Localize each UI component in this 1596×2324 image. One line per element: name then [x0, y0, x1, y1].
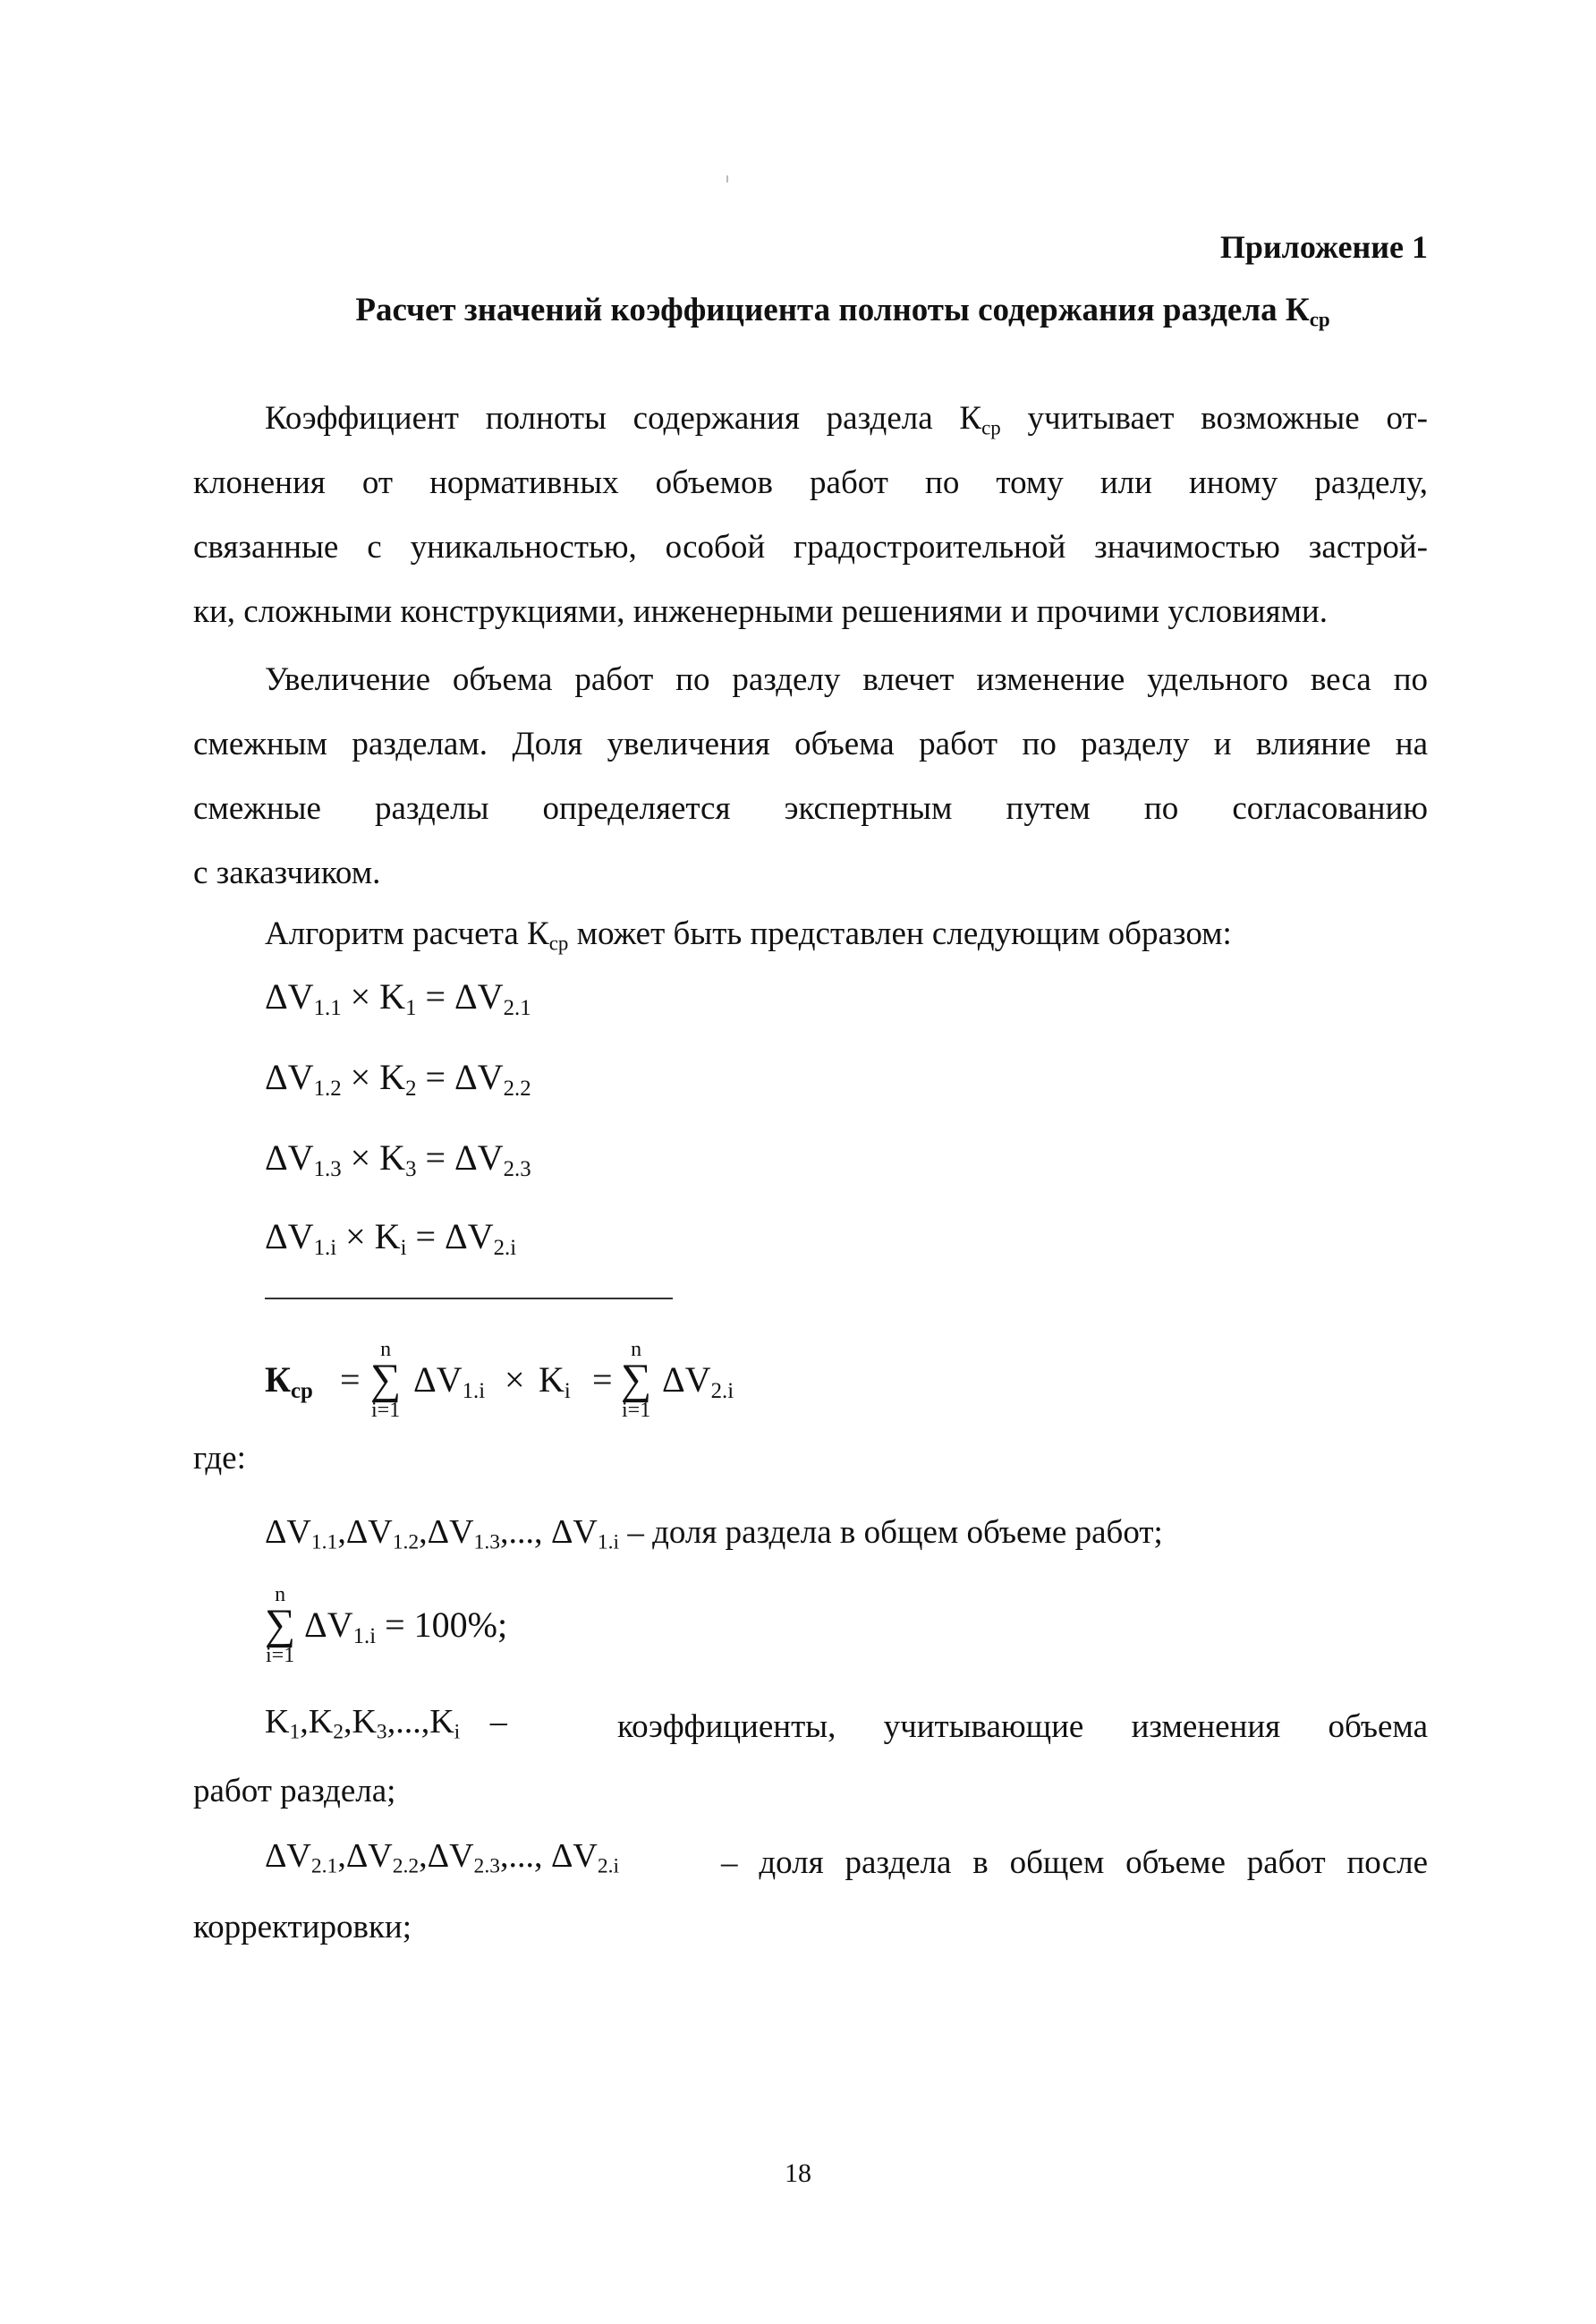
subscript: 1.1 — [313, 995, 342, 1020]
definition-3: $K_1,K_2,K_3,...,K_i$ – — [265, 1703, 507, 1744]
definition-text: корректировки; — [193, 1909, 412, 1945]
delta-v: ΔV — [454, 976, 504, 1017]
paragraph-2 — [193, 648, 1428, 906]
delta-v: ΔV — [454, 1137, 504, 1178]
multiply-sign: × — [350, 1057, 371, 1097]
definition-text: – доля раздела в общем объеме работ после — [721, 1844, 1428, 1881]
sigma-icon: ∑ — [621, 1356, 652, 1403]
subscript: 2.i — [597, 1854, 620, 1878]
multiply-sign: × — [350, 1137, 371, 1178]
paragraph-1 — [193, 387, 1428, 644]
definition-4-text — [721, 1831, 1428, 1895]
subscript: 1 — [405, 995, 417, 1020]
page-title — [0, 291, 1596, 329]
appendix-label: Приложение 1 — [1219, 229, 1428, 265]
coefficient: K — [374, 1216, 401, 1256]
page-number: 18 — [785, 2158, 811, 2188]
subscript: 2.i — [493, 1235, 517, 1260]
subscript: 2.i — [710, 1378, 734, 1403]
subscript: 1.3 — [473, 1530, 500, 1554]
subscript: 1 — [289, 1720, 301, 1744]
sum-lower-limit: i=1 — [266, 1644, 295, 1667]
subscript: ср — [548, 932, 569, 955]
text-fragment: может быть представлен следующим образом: — [568, 915, 1232, 952]
subscript: 1.2 — [392, 1530, 420, 1554]
subscript: 3 — [405, 1156, 417, 1181]
subscript: 1.i — [313, 1235, 337, 1260]
equation-rhs: = 100%; — [376, 1605, 508, 1645]
equals-sign: = — [425, 1137, 446, 1178]
delta-v: ΔV — [345, 1513, 393, 1551]
subscript: 1.3 — [313, 1156, 342, 1181]
delta-v: ΔV — [662, 1359, 711, 1400]
text-fragment: Коэффициент полноты содержания раздела К — [265, 400, 982, 437]
delta-v: ΔV — [427, 1837, 474, 1875]
delta-v: ΔV — [427, 1513, 474, 1551]
multiply-sign: × — [350, 976, 371, 1017]
where-label: где: — [193, 1440, 246, 1477]
subscript: ср — [291, 1378, 313, 1403]
subscript: i — [564, 1378, 571, 1403]
formula-row — [265, 1136, 531, 1179]
definition-dash: – — [489, 1703, 507, 1741]
sum-upper-limit: n — [380, 1338, 392, 1361]
definition-text: – доля раздела в общем объеме работ; — [619, 1514, 1163, 1551]
formula-row — [265, 975, 531, 1020]
paragraph-line — [193, 902, 1428, 966]
definition-4-continuation — [193, 1895, 1428, 1960]
coefficient: K — [539, 1359, 565, 1400]
paragraph-line: связанные с уникальностью, особой градостроительной значимостью застрой- — [193, 529, 1428, 566]
formula-row — [265, 1056, 531, 1101]
paragraph-line: ки, сложными конструкциями, инженерными решениями и прочими условиями. — [193, 593, 1328, 630]
text-fragment: Алгоритм расчета К — [265, 915, 549, 952]
subscript: 3 — [376, 1720, 387, 1744]
subscript: 1.i — [352, 1623, 377, 1648]
multiply-sign: × — [345, 1216, 366, 1256]
subscript: 2.2 — [392, 1854, 420, 1878]
paragraph-line — [193, 387, 1428, 451]
delta-v: ΔV — [265, 1216, 314, 1256]
coefficient: K — [265, 1703, 290, 1741]
formula-row — [265, 1215, 517, 1260]
sigma-icon: ∑ — [370, 1356, 402, 1403]
definition-2 — [265, 1584, 623, 1673]
subscript: 1.i — [462, 1378, 486, 1403]
subscript: i — [454, 1720, 461, 1744]
scan-artifact — [726, 175, 728, 183]
multiply-sign: × — [505, 1359, 525, 1400]
subscript: 1.1 — [310, 1530, 338, 1554]
subscript: 2.3 — [473, 1854, 500, 1878]
delta-v: ΔV — [550, 1837, 598, 1875]
title-text: Расчет значений коэффициента полноты содержания раздела К — [355, 292, 1310, 328]
coefficient: K — [352, 1703, 377, 1741]
definition-3-text — [617, 1695, 1428, 1759]
coefficient: K — [379, 1137, 406, 1178]
equals-sign: = — [340, 1359, 361, 1400]
coefficient: K — [379, 976, 406, 1017]
summation-symbol — [265, 1584, 295, 1666]
sum-lower-limit: i=1 — [622, 1399, 651, 1422]
subscript: 2 — [405, 1076, 417, 1101]
paragraph-line: Увеличение объема работ по разделу влечет изменение удельного веса по — [265, 661, 1428, 698]
delta-v: ΔV — [454, 1057, 504, 1097]
delta-v: ΔV — [304, 1605, 353, 1645]
sigma-icon: ∑ — [265, 1601, 296, 1648]
equals-sign: = — [415, 1216, 437, 1256]
subscript: 2.2 — [503, 1076, 531, 1101]
equals-sign: = — [425, 1057, 446, 1097]
summation-symbol — [370, 1339, 401, 1421]
sum-upper-limit: n — [275, 1583, 286, 1606]
paragraph-3 — [193, 902, 1428, 966]
definition-1: $\Delta V_{1.1},\Delta V_{1.2},\Delta V_{1.3}$,..., $\Delta V_{1.i}$ – доля раздела в общем объеме работ; — [265, 1513, 1163, 1554]
kcp-symbol: К — [265, 1359, 292, 1400]
delta-v: ΔV — [550, 1513, 598, 1551]
formula-divider — [265, 1298, 673, 1299]
delta-v: ΔV — [265, 1837, 311, 1875]
paragraph-line: с заказчиком. — [193, 855, 381, 891]
delta-v: ΔV — [265, 1057, 314, 1097]
subscript: 2.1 — [310, 1854, 338, 1878]
paragraph-line: смежные разделы определяется экспертным путем по согласованию — [193, 790, 1428, 827]
equals-sign: = — [425, 976, 446, 1017]
delta-v: ΔV — [413, 1359, 463, 1400]
subscript: 1.i — [597, 1530, 620, 1554]
subscript: 2 — [333, 1720, 344, 1744]
definition-text: работ раздела; — [193, 1773, 396, 1809]
equals-sign: = — [592, 1359, 613, 1400]
delta-v: ΔV — [265, 976, 314, 1017]
title-subscript: ср — [1309, 308, 1330, 331]
sum-upper-limit: n — [631, 1338, 642, 1361]
paragraph-line: смежным разделам. Доля увеличения объема работ по разделу и влияние на — [193, 726, 1428, 762]
sum-lower-limit: i=1 — [371, 1399, 401, 1422]
subscript: 2.3 — [503, 1156, 531, 1181]
coefficient: K — [379, 1057, 406, 1097]
definition-text: коэффициенты, учитывающие изменения объема — [617, 1708, 1428, 1745]
coefficient: K — [429, 1703, 454, 1741]
text-fragment: учитывает возможные от- — [1000, 400, 1428, 437]
subscript: 1.2 — [313, 1076, 342, 1101]
subscript: i — [400, 1235, 407, 1260]
delta-v: ΔV — [265, 1513, 311, 1551]
subscript: ср — [981, 416, 1001, 439]
delta-v: ΔV — [265, 1137, 314, 1178]
delta-v: ΔV — [345, 1837, 393, 1875]
paragraph-line: клонения от нормативных объемов работ по тому или иному разделу, — [193, 464, 1428, 501]
subscript: 2.1 — [503, 995, 531, 1020]
summation-symbol — [621, 1339, 651, 1421]
definition-4: $\Delta V_{2.1},\Delta V_{2.2},\Delta V_{2.3}$,..., $\Delta V_{2.i}$ — [265, 1837, 620, 1878]
definition-3-continuation — [193, 1759, 1428, 1824]
coefficient: K — [308, 1703, 334, 1741]
delta-v: ΔV — [445, 1216, 494, 1256]
